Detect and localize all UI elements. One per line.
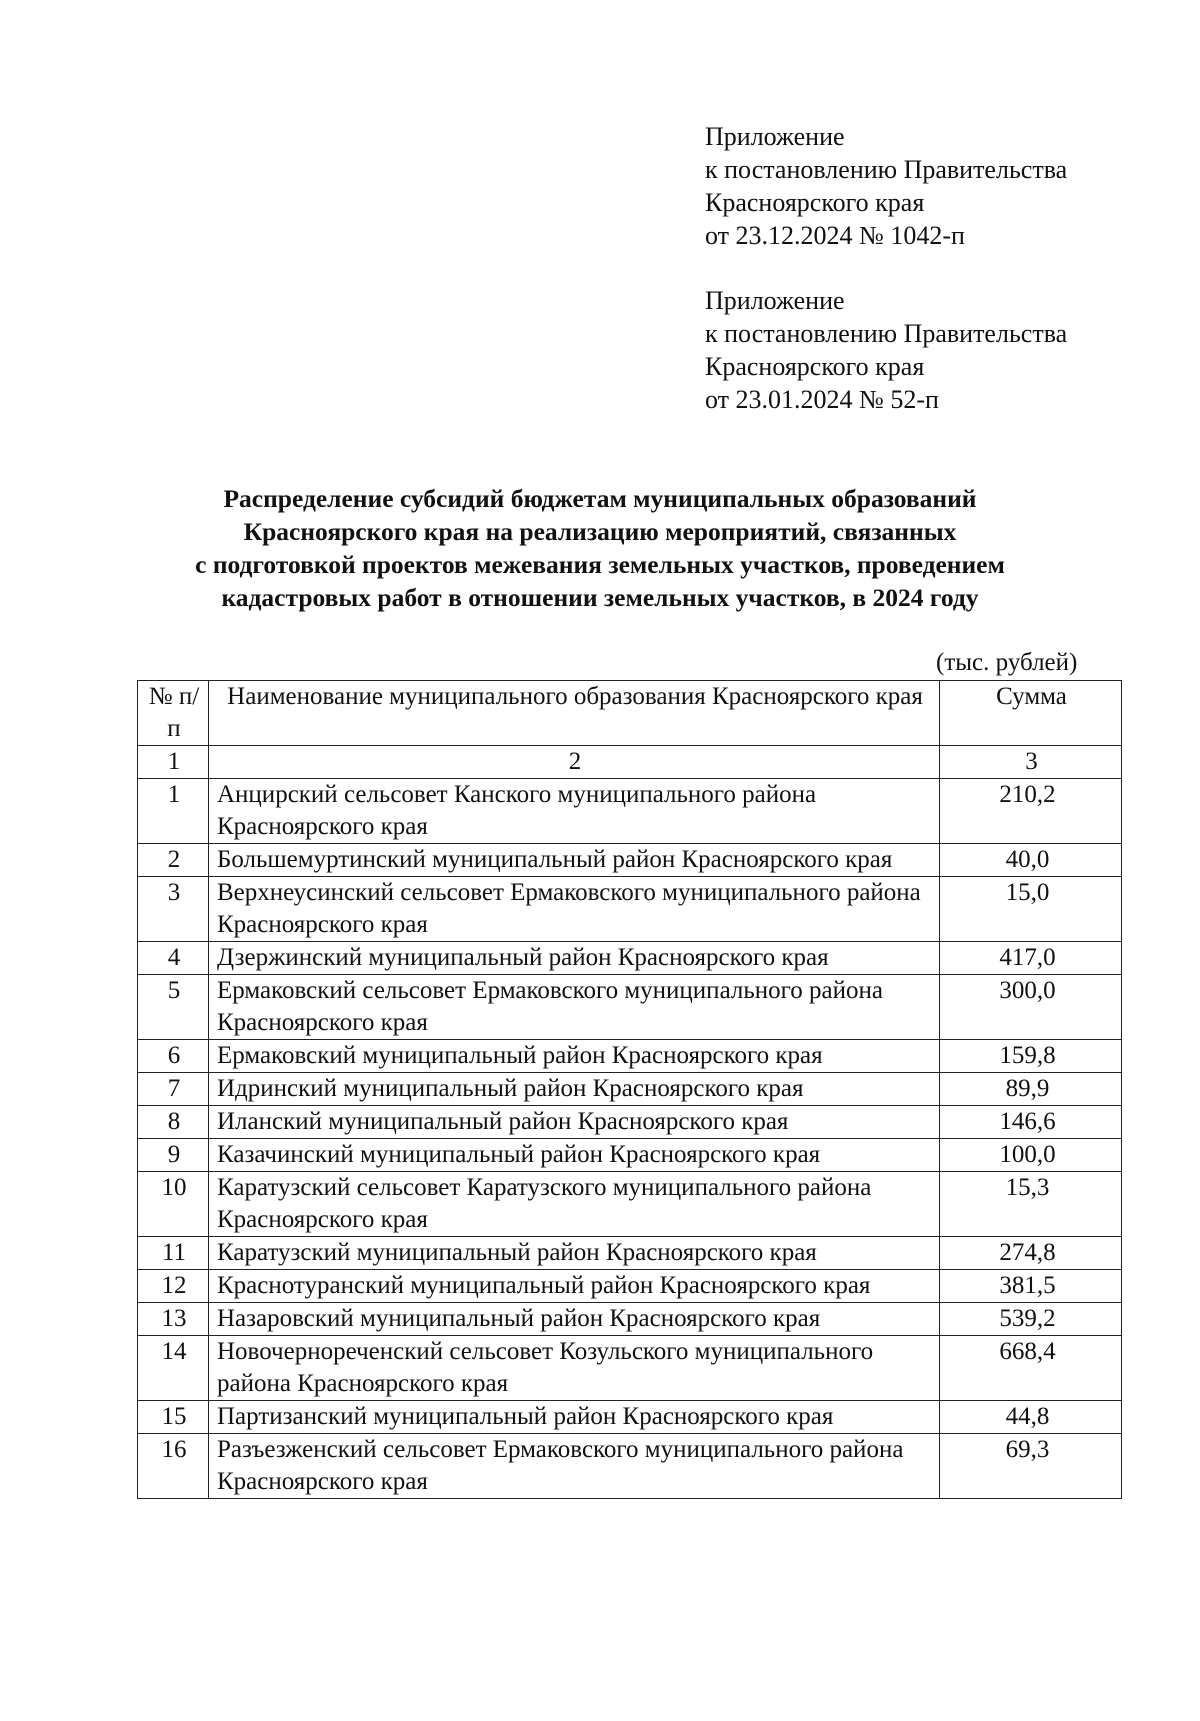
municipality-name: Идринский муниципальный район Красноярского края [209,1073,940,1106]
subsidy-amount: 89,9 [940,1073,1122,1106]
table-row [138,1172,1122,1237]
table-row [138,1303,1122,1336]
table-row [138,942,1122,975]
row-number: 7 [138,1073,209,1106]
municipality-name: Дзержинский муниципальный район Красноярского края [209,942,940,975]
column-number: 1 [138,746,209,779]
table-row [138,1336,1122,1401]
appendix-resolution-line: к постановлению Правительства [705,319,1068,348]
row-number: 8 [138,1106,209,1139]
subsidy-distribution-table [137,680,1122,1499]
municipality-name: Каратузский сельсовет Каратузского муниципального района Красноярского края [209,1172,940,1237]
appendix-resolution-line: к постановлению Правительства [705,155,1068,184]
table-row [138,1040,1122,1073]
municipality-name: Верхнеусинский сельсовет Ермаковского муниципального района Красноярского края [209,877,940,942]
table-row [138,1106,1122,1139]
title-line: с подготовкой проектов межевания земельных участков, проведением [195,550,1005,579]
subsidy-amount: 159,8 [940,1040,1122,1073]
appendix-region-line: Красноярского края [705,188,925,217]
table-row [138,1237,1122,1270]
table-header-row [138,681,1122,746]
table-row [138,877,1122,942]
row-number: 1 [138,779,209,844]
table-row [138,1270,1122,1303]
subsidy-amount: 40,0 [940,844,1122,877]
municipality-name: Разъезженский сельсовет Ермаковского муниципального района Красноярского края [209,1434,940,1499]
column-number-row [138,746,1122,779]
row-number: 4 [138,942,209,975]
municipality-name: Краснотуранский муниципальный район Красноярского края [209,1270,940,1303]
column-number: 2 [209,746,940,779]
subsidy-amount: 44,8 [940,1401,1122,1434]
subsidy-amount: 381,5 [940,1270,1122,1303]
table-row [138,1434,1122,1499]
subsidy-amount: 146,6 [940,1106,1122,1139]
table-body [138,779,1122,1499]
header-number: № п/п [138,681,209,746]
row-number: 9 [138,1139,209,1172]
row-number: 13 [138,1303,209,1336]
row-number: 14 [138,1336,209,1401]
appendix-date-number: от 23.01.2024 № 52-п [705,385,939,414]
municipality-name: Ермаковский сельсовет Ермаковского муниципального района Красноярского края [209,975,940,1040]
table-row [138,1401,1122,1434]
subsidy-amount: 539,2 [940,1303,1122,1336]
subsidy-amount: 15,3 [940,1172,1122,1237]
title-line: Распределение субсидий бюджетам муниципальных образований [223,484,977,513]
document-title [100,482,1100,614]
row-number: 2 [138,844,209,877]
municipality-name: Назаровский муниципальный район Красноярского края [209,1303,940,1336]
table-row [138,844,1122,877]
row-number: 11 [138,1237,209,1270]
units-note: (тыс. рублей) [936,649,1078,676]
subsidy-amount: 274,8 [940,1237,1122,1270]
row-number: 6 [138,1040,209,1073]
subsidy-amount: 417,0 [940,942,1122,975]
row-number: 10 [138,1172,209,1237]
table-row [138,779,1122,844]
title-line: Красноярского края на реализацию мероприятий, связанных [243,517,957,546]
row-number: 12 [138,1270,209,1303]
appendix-label: Приложение [705,122,845,151]
appendix-date-number: от 23.12.2024 № 1042-п [705,221,965,250]
appendix-label: Приложение [705,286,845,315]
subsidy-amount: 69,3 [940,1434,1122,1499]
appendix-reference-previous [705,284,1067,416]
municipality-name: Партизанский муниципальный район Красноярского края [209,1401,940,1434]
appendix-region-line: Красноярского края [705,352,925,381]
subsidy-amount: 668,4 [940,1336,1122,1401]
row-number: 5 [138,975,209,1040]
municipality-name: Ермаковский муниципальный район Красноярского края [209,1040,940,1073]
municipality-name: Большемуртинский муниципальный район Красноярского края [209,844,940,877]
subsidy-amount: 210,2 [940,779,1122,844]
row-number: 16 [138,1434,209,1499]
row-number: 3 [138,877,209,942]
appendix-reference-current [705,120,1067,252]
table-row [138,1139,1122,1172]
row-number: 15 [138,1401,209,1434]
municipality-name: Новочернореченский сельсовет Козульского муниципального района Красноярского края [209,1336,940,1401]
subsidy-amount: 15,0 [940,877,1122,942]
table-row [138,1073,1122,1106]
municipality-name: Иланский муниципальный район Красноярского края [209,1106,940,1139]
column-number: 3 [940,746,1122,779]
title-line: кадастровых работ в отношении земельных участков, в 2024 году [221,583,979,612]
municipality-name: Анцирский сельсовет Канского муниципального района Красноярского края [209,779,940,844]
subsidy-amount: 300,0 [940,975,1122,1040]
municipality-name: Казачинский муниципальный район Красноярского края [209,1139,940,1172]
municipality-name: Каратузский муниципальный район Красноярского края [209,1237,940,1270]
header-sum: Сумма [940,681,1122,746]
header-name: Наименование муниципального образования Красноярского края [209,681,940,746]
subsidy-amount: 100,0 [940,1139,1122,1172]
table-row [138,975,1122,1040]
